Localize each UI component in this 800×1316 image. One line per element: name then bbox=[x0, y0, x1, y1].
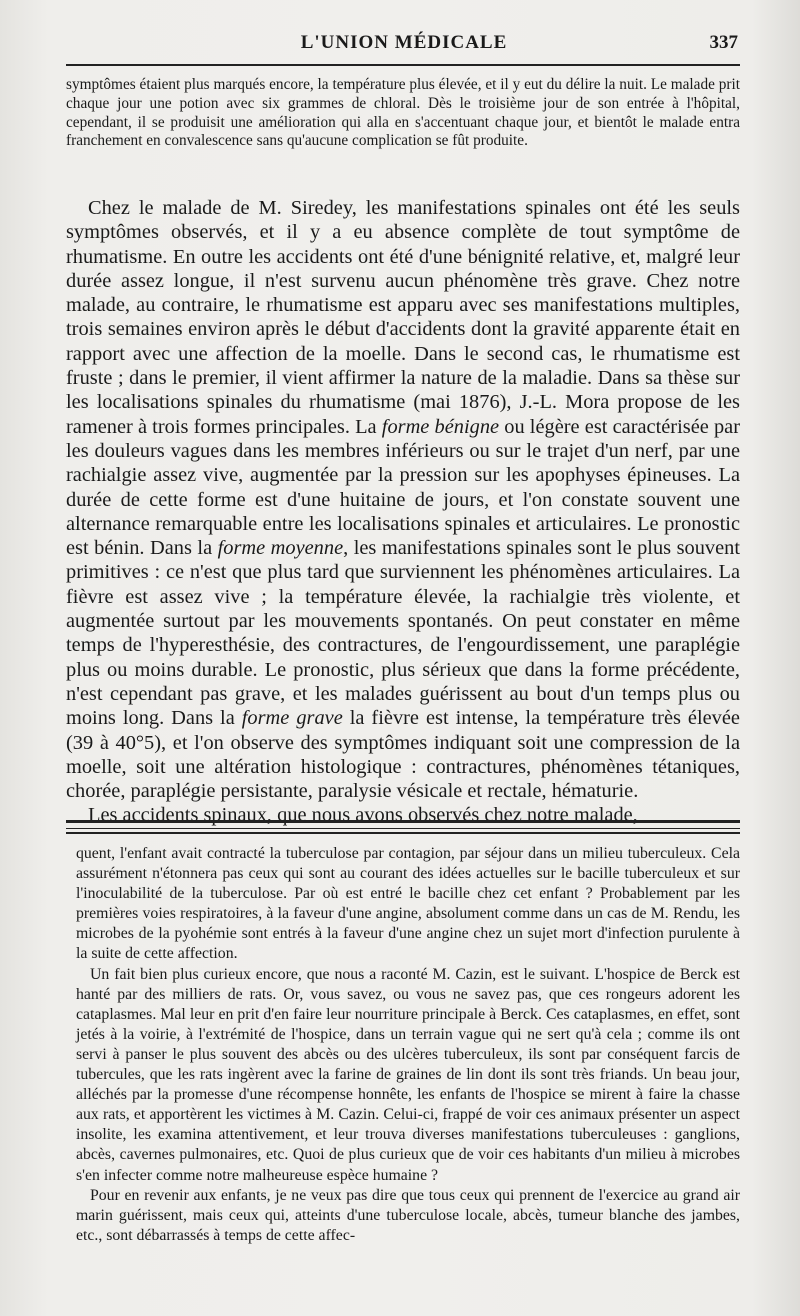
intro-paragraph bbox=[66, 76, 740, 151]
section-rule-thin bbox=[66, 828, 740, 829]
term-forme-grave: forme grave bbox=[241, 707, 343, 730]
header-rule bbox=[66, 64, 740, 66]
intro-text: symptômes étaient plus marqués encore, la température plus élevée, et il y eut du délire la nuit. Le malade prit chaque jour une potion avec six grammes de chloral. Dès le troisième jour de son entrée à l'hôpital, cependant, il se produisit une amélioration qui alla en s'accentuant chaque jour, et bientôt le malade entra franchement en convalescence sans qu'aucune complication se fût produite. bbox=[66, 76, 740, 150]
page-number: 337 bbox=[709, 32, 738, 53]
footnote-paragraph-1: quent, l'enfant avait contracté la tuberculose par contagion, par séjour dans un milieu tuberculeux. Cela assurément n'étonnera pas ceux qui sont au courant des idées actuelles sur le bacille tuberculeux et sur l'inoculabilité de la tuberculose. Par où est entré le bacille chez cet enfant ? Probablement par les premières voies respiratoires, à la faveur d'une angine, absolument comme dans un cas de M. Rendu, les microbes de la pyohémie sont entrés à la faveur d'une angine chez un sujet mort d'infection purulente à la suite de cette affection. bbox=[76, 845, 740, 963]
section-rule-thick bbox=[66, 820, 740, 823]
footnote-paragraph-2: Un fait bien plus curieux encore, que nous a raconté M. Cazin, est le suivant. L'hospice de Berck est hanté par des milliers de rats. Or, vous savez, ou vous ne savez pas, que ces rongeurs adorent les cataplasmes. Mal leur en prit d'en faire leur nourriture principale à Berck. Ces cataplasmes, en effet, sont jetés à la voirie, à l'extrémité de l'hospice, dans un terrain vague qui ne sert qu'à cela ; comme ils ont servi à panser le plus souvent des abcès ou des ulcères tuberculeux, ils sont par conséquent farcis de tubercules, que les rats ingèrent avec la farine de graines de lin dont ils sont très friands. Un beau jour, alléchés par la promesse d'une récompense honnête, les enfants de l'hospice se mirent à faire la chasse aux rats, et apportèrent les victimes à M. Cazin. Celui-ci, frappé de voir ces animaux présenter un aspect insolite, les examina attentivement, et leur trouva diverses manifestations tuberculeuses : ganglions, abcès, cavernes pulmonaires, etc. Quoi de plus curieux que de voir ces habitants d'un milieu à microbes s'en infecter comme notre malheureuse espèce humaine ? bbox=[76, 965, 740, 1184]
main-text bbox=[66, 196, 740, 828]
main-p1-part-d: la fièvre est intense, la température très élevée (39 à 40°5), et l'on observe des symptômes indiquant soit une compression de la moelle, soit une altération histologique : contractures, phénomènes tétaniques, chorée, paraplégie persistante, paralysie vésicale et rectale, hématurie. bbox=[66, 707, 740, 803]
footnote-section bbox=[76, 844, 740, 1246]
main-p1-part-c: , les manifestations spinales sont le plus souvent primitives : ce n'est que plus tard que surviennent les phénomènes articulaires. La fièvre est assez vive ; la température élevée, la rachialgie très violente, et augmentée surtout par les mouvements spontanés. On peut constater en même temps de l'hyperesthésie, des contractures, de l'engourdissement, une paraplégie plus ou moins durable. Le pronostic, plus sérieux que dans la forme précédente, n'est cependant pas grave, et les malades guérissent au bout d'un temps plus ou moins long. Dans la bbox=[66, 537, 741, 730]
main-p1-part-b: ou légère est caractérisée par les douleurs vagues dans les membres inférieurs ou sur le trajet d'un nerf, par une rachialgie assez vive, augmentée par la pression sur les apophyses épineuses. La durée de cette forme est d'une huitaine de jours, et l'on constate souvent une alternance remarquable entre les localisations spinales et articulaires. Le pronostic est bénin. Dans la bbox=[66, 415, 740, 560]
page-header bbox=[66, 32, 742, 58]
section-rule-lower bbox=[66, 832, 740, 834]
main-paragraph-1 bbox=[66, 196, 740, 803]
main-p1-part-a: Chez le malade de M. Siredey, les manifestations spinales ont été les seuls symptômes observés, et il y a eu absence complète de tout symptôme de rhumatisme. En outre les accidents ont été d'une bénignité relative, et, malgré leur durée assez longue, il n'est survenu aucun phénomène très grave. Chez notre malade, au contraire, le rhumatisme est apparu avec ses manifestations multiples, trois semaines environ après le début d'accidents dont la gravité apparente était en rapport avec une affection de la moelle. Dans le second cas, le rhumatisme est fruste ; dans le premier, il vient affirmer la nature de la maladie. Dans sa thèse sur les localisations spinales du rhumatisme (mai 1876), J.-L. Mora propose de les ramener à trois formes principales. La bbox=[66, 197, 740, 438]
running-title: L'UNION MÉDICALE bbox=[300, 32, 508, 53]
term-forme-moyenne: forme moyenne bbox=[217, 537, 344, 560]
footnote-paragraph-3: Pour en revenir aux enfants, je ne veux pas dire que tous ceux qui prennent de l'exercice au grand air marin guérissent, mais ceux qui, atteints d'une tuberculose locale, abcès, tumeur blanche des jambes, etc., sont débarrassés à temps de cette affec- bbox=[76, 1186, 740, 1244]
main-paragraph-2: Les accidents spinaux, que nous avons observés chez notre malade, bbox=[88, 804, 638, 827]
term-forme-benigne: forme bénigne bbox=[381, 415, 500, 438]
